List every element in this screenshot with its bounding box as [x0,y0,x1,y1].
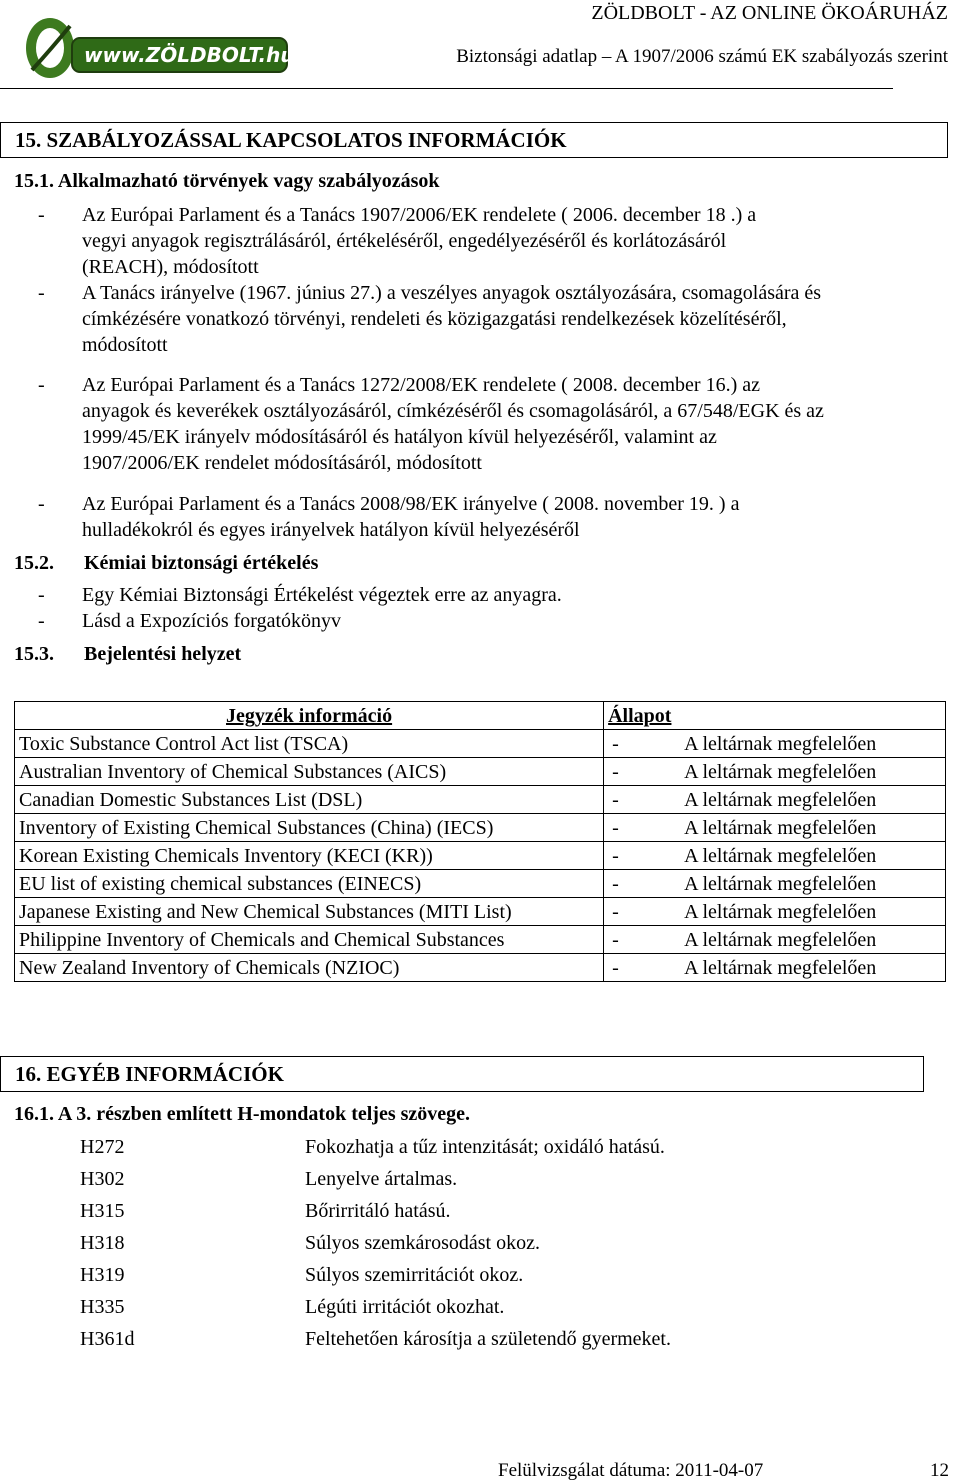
inventory-name: Korean Existing Chemicals Inventory (KECI (KR)) [15,842,604,870]
section-15-1-title: 15.1. Alkalmazható törvények vagy szabályozások [14,170,440,192]
list-item-line: Az Európai Parlament és a Tanács 2008/98/EK irányelve ( 2008. november 19. ) a [82,493,740,515]
table-header-inventory: Jegyzék információ [15,702,604,730]
status-dash: - [612,900,619,923]
section-16-title: 16. EGYÉB INFORMÁCIÓK [15,1062,284,1086]
inventory-name: Toxic Substance Control Act list (TSCA) [15,730,604,758]
status-dash: - [612,816,619,839]
list-item-line: Lásd a Expozíciós forgatókönyv [82,610,342,632]
section-15-2-title: Kémiai biztonsági értékelés [84,552,319,574]
list-item-line: Egy Kémiai Biztonsági Értékelést végeztek erre az anyagra. [82,584,562,606]
list-item-line: anyagok és keverékek osztályozásáról, címkézéséről és csomagolásáról, a 67/548/EGK és az [82,400,824,422]
status-dash: - [612,928,619,951]
status-dash: - [612,844,619,867]
table-row [15,730,946,758]
status-text: A leltárnak megfelelően [684,872,877,895]
table-row [15,786,946,814]
status-text: A leltárnak megfelelően [684,816,877,839]
inventory-status [604,730,946,758]
status-text: A leltárnak megfelelően [684,928,877,951]
table-row [15,814,946,842]
logo-text: www.ZÖLDBOLT.hu [84,43,295,67]
list-dash: - [38,493,45,515]
h-phrase-text: Bőrirritáló hatású. [305,1200,451,1222]
table-row [15,870,946,898]
list-item-line: Az Európai Parlament és a Tanács 1272/2008/EK rendelete ( 2008. december 16.) az [82,374,760,396]
inventory-name: EU list of existing chemical substances (EINECS) [15,870,604,898]
section-15-2-number: 15.2. [14,552,54,574]
status-text: A leltárnak megfelelően [684,760,877,783]
section-15-title: 15. SZABÁLYOZÁSSAL KAPCSOLATOS INFORMÁCIÓK [15,128,567,152]
table-header-row [15,702,946,730]
h-phrase-text: Súlyos szemkárosodást okoz. [305,1232,540,1254]
list-item-line: (REACH), módosított [82,256,259,278]
inventory-name: Inventory of Existing Chemical Substances (China) (IECS) [15,814,604,842]
section-15-3-number: 15.3. [14,643,54,665]
inventory-status [604,842,946,870]
h-code: H302 [80,1168,125,1190]
list-item-line: 1999/45/EK irányelv módosításáról és hatályon kívül helyezéséről, valamint az [82,426,717,448]
table-row [15,842,946,870]
inventory-table [14,701,946,982]
status-text: A leltárnak megfelelően [684,788,877,811]
status-text: A leltárnak megfelelően [684,732,877,755]
h-phrase-text: Lenyelve ártalmas. [305,1168,458,1190]
h-phrase-text: Súlyos szemirritációt okoz. [305,1264,524,1286]
inventory-name: Japanese Existing and New Chemical Substances (MITI List) [15,898,604,926]
h-code: H319 [80,1264,125,1286]
company-name: ZÖLDBOLT - AZ ONLINE ÖKOÁRUHÁZ [591,2,948,24]
section-15-3-title: Bejelentési helyzet [84,643,242,665]
inventory-status [604,926,946,954]
inventory-name: Australian Inventory of Chemical Substances (AICS) [15,758,604,786]
list-item-line: 1907/2006/EK rendelet módosításáról, módosított [82,452,482,474]
section-15-box [0,122,948,158]
list-item-line: hulladékokról és egyes irányelvek hatályon kívül helyezéséről [82,519,580,541]
inventory-status [604,898,946,926]
table-header-status: Állapot [604,702,946,730]
status-text: A leltárnak megfelelően [684,900,877,923]
inventory-status [604,758,946,786]
table-row [15,926,946,954]
inventory-status [604,814,946,842]
h-code: H272 [80,1136,125,1158]
page-number: 12 [930,1460,949,1481]
inventory-name: Philippine Inventory of Chemicals and Chemical Substances [15,926,604,954]
status-dash: - [612,956,619,979]
h-phrase-text: Feltehetően károsítja a születendő gyermeket. [305,1328,671,1350]
status-text: A leltárnak megfelelően [684,844,877,867]
list-dash: - [38,282,45,304]
h-code: H361d [80,1328,135,1350]
header-rule [0,88,893,89]
h-code: H315 [80,1200,125,1222]
h-code: H335 [80,1296,125,1318]
list-item-line: címkézésére vonatkozó törvényi, rendeleti és közigazgatási rendelkezések közelítéséről, [82,308,787,330]
status-dash: - [612,732,619,755]
list-dash: - [38,204,45,226]
inventory-status [604,786,946,814]
status-text: A leltárnak megfelelően [684,956,877,979]
table-row [15,758,946,786]
list-item-line: módosított [82,334,168,356]
table-row [15,954,946,982]
status-dash: - [612,872,619,895]
list-item-line: vegyi anyagok regisztrálásáról, értékeléséről, engedélyezéséről és korlátozásáról [82,230,727,252]
status-dash: - [612,760,619,783]
list-item-line: A Tanács irányelve (1967. június 27.) a veszélyes anyagok osztályozására, csomagolására és [82,282,822,304]
h-phrase-text: Fokozhatja a tűz intenzitását; oxidáló hatású. [305,1136,665,1158]
document-subtitle: Biztonsági adatlap – A 1907/2006 számú EK szabályozás szerint [456,46,948,67]
revision-date: Felülvizsgálat dátuma: 2011-04-07 [498,1460,764,1481]
list-dash: - [38,584,45,606]
status-dash: - [612,788,619,811]
list-item-line: Az Európai Parlament és a Tanács 1907/2006/EK rendelete ( 2006. december 18 .) a [82,204,757,226]
h-code: H318 [80,1232,125,1254]
list-dash: - [38,610,45,632]
table-row [15,898,946,926]
inventory-name: Canadian Domestic Substances List (DSL) [15,786,604,814]
section-16-1-title: 16.1. A 3. részben említett H-mondatok teljes szövege. [14,1103,471,1125]
inventory-status [604,870,946,898]
company-logo [22,8,295,82]
inventory-name: New Zealand Inventory of Chemicals (NZIOC) [15,954,604,982]
section-16-box [0,1056,924,1092]
h-phrase-text: Légúti irritációt okozhat. [305,1296,505,1318]
list-dash: - [38,374,45,396]
inventory-status [604,954,946,982]
